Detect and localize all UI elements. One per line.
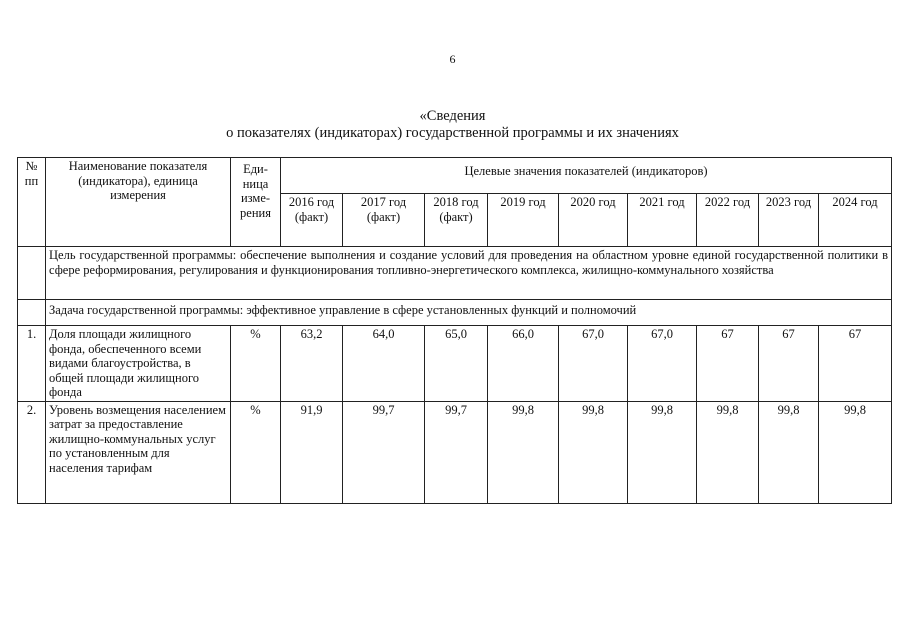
value-2024: 99,8	[819, 401, 892, 503]
program-task: Задача государственной программы: эффективное управление в сфере установленных функций и полномочий	[46, 300, 892, 326]
task-num-cell	[18, 300, 46, 326]
document-title	[0, 108, 905, 142]
value-2019: 66,0	[488, 326, 559, 402]
value-2019: 99,8	[488, 401, 559, 503]
value-2017: 64,0	[343, 326, 425, 402]
header-year-2017: 2017 год (факт)	[343, 194, 425, 247]
title-line-1: «Сведения	[419, 108, 486, 124]
row-num: 1.	[18, 326, 46, 402]
value-2021: 67,0	[628, 326, 697, 402]
header-name	[46, 158, 231, 247]
indicator-unit: %	[231, 401, 281, 503]
title-line-2: о показателях (индикаторах) государственной программы и их значениях	[226, 125, 679, 141]
value-2018: 99,7	[425, 401, 488, 503]
header-year-2023: 2023 год	[759, 194, 819, 247]
value-2021: 99,8	[628, 401, 697, 503]
header-year-2021: 2021 год	[628, 194, 697, 247]
header-unit	[231, 158, 281, 247]
value-2016: 63,2	[281, 326, 343, 402]
indicator-unit: %	[231, 326, 281, 402]
indicator-name: Доля площади жилищного фонда, обеспеченного всеми видами благоустройства, в общей площади жилищного фонда	[46, 326, 231, 402]
header-num-label: № пп	[24, 159, 39, 188]
header-unit-label: Еди-ница изме-рения	[240, 162, 271, 220]
value-2017: 99,7	[343, 401, 425, 503]
header-year-2018: 2018 год (факт)	[425, 194, 488, 247]
header-year-2022: 2022 год	[697, 194, 759, 247]
row-num: 2.	[18, 401, 46, 503]
value-2020: 99,8	[559, 401, 628, 503]
program-goal: Цель государственной программы: обеспечение выполнения и создание условий для проведения на областном уровне единой государственной политики в сфере реформирования, регулирования и функционирования топливно-энергетического комплекса, жилищно-коммунального хозяйства	[46, 247, 892, 300]
value-2022: 99,8	[697, 401, 759, 503]
table-row	[18, 326, 892, 402]
value-2024: 67	[819, 326, 892, 402]
header-year-2024: 2024 год	[819, 194, 892, 247]
value-2022: 67	[697, 326, 759, 402]
indicator-name: Уровень возмещения населением затрат за предоставление жилищно-коммунальных услуг по установленным для населения тарифам	[46, 401, 231, 503]
value-2018: 65,0	[425, 326, 488, 402]
table-row	[18, 401, 892, 503]
header-year-2020: 2020 год	[559, 194, 628, 247]
page-number: 6	[449, 52, 456, 66]
value-2023: 67	[759, 326, 819, 402]
header-targets: Целевые значения показателей (индикаторов)	[281, 158, 892, 194]
value-2020: 67,0	[559, 326, 628, 402]
indicators-table	[17, 157, 892, 504]
goal-num-cell	[18, 247, 46, 300]
header-num	[18, 158, 46, 247]
value-2016: 91,9	[281, 401, 343, 503]
header-name-label: Наименование показателя (индикатора), единица измерения	[68, 159, 208, 202]
value-2023: 99,8	[759, 401, 819, 503]
header-year-2019: 2019 год	[488, 194, 559, 247]
header-year-2016: 2016 год (факт)	[281, 194, 343, 247]
